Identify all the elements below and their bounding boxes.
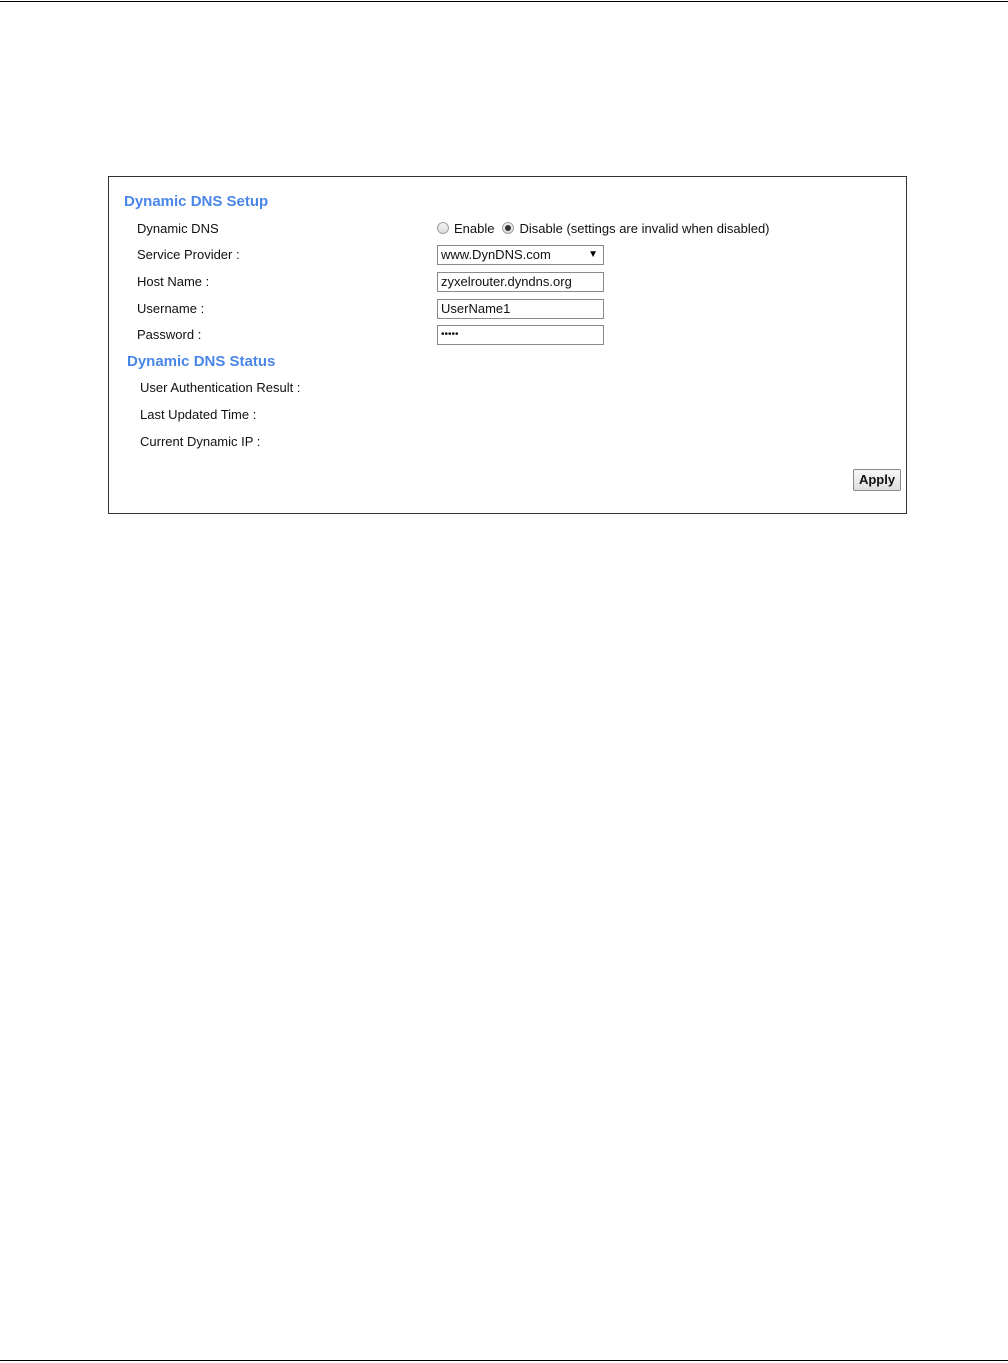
enable-radio[interactable] (437, 222, 449, 234)
service-provider-value: www.DynDNS.com (441, 247, 551, 262)
disable-radio-label[interactable]: Disable (settings are invalid when disabled) (519, 220, 770, 236)
dynamic-dns-panel (108, 176, 907, 514)
disable-radio[interactable] (502, 222, 514, 234)
password-label: Password : (137, 327, 202, 342)
service-provider-label: Service Provider : (137, 247, 240, 262)
username-input[interactable]: UserName1 (437, 299, 604, 319)
auth-result-label: User Authentication Result : (140, 380, 301, 395)
chevron-down-icon: ▼ (588, 249, 598, 260)
current-ip-label: Current Dynamic IP : (140, 434, 261, 449)
apply-button[interactable]: Apply (853, 469, 901, 491)
page-bottom-rule (0, 1360, 1008, 1361)
status-section-title: Dynamic DNS Status (127, 353, 276, 370)
setup-section-title: Dynamic DNS Setup (124, 193, 269, 210)
page-top-rule (0, 1, 1008, 2)
dynamic-dns-radio-group (437, 219, 770, 237)
dynamic-dns-label: Dynamic DNS (137, 221, 219, 236)
last-updated-label: Last Updated Time : (140, 407, 257, 422)
host-name-input[interactable]: zyxelrouter.dyndns.org (437, 272, 604, 292)
enable-radio-label[interactable]: Enable (454, 220, 495, 236)
host-name-label: Host Name : (137, 274, 210, 289)
service-provider-select[interactable] (437, 245, 604, 265)
username-label: Username : (137, 301, 205, 316)
password-input[interactable]: ••••• (437, 325, 604, 345)
